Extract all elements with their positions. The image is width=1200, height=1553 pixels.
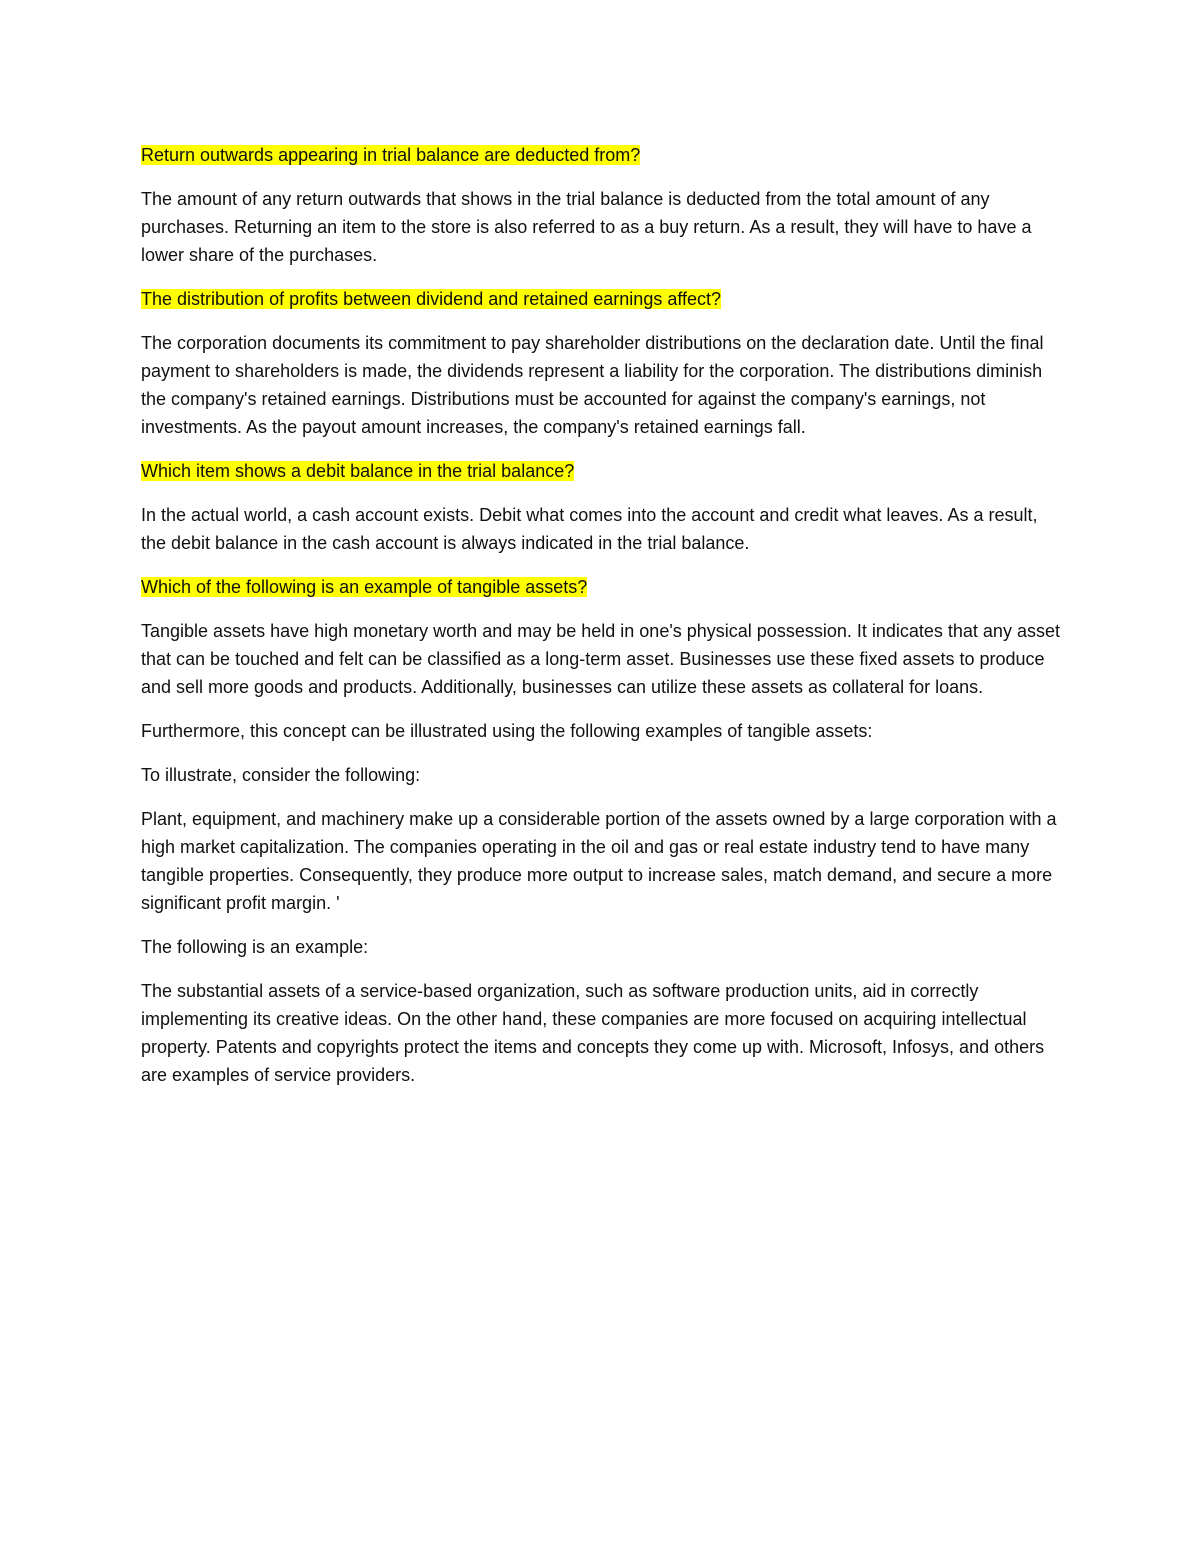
question-heading <box>141 573 1061 601</box>
answer-paragraph: The substantial assets of a service-based organization, such as software production units, aid in correctly implementing its creative ideas. On the other hand, these companies are more focused on acquiring intellectual property. Patents and copyrights protect the items and concepts they come up with. Microsoft, Infosys, and others are examples of service providers. <box>141 981 1045 1085</box>
document-body <box>141 141 1061 1105</box>
answer-paragraph: To illustrate, consider the following: <box>141 765 421 785</box>
answer-paragraph: Tangible assets have high monetary worth and may be held in one's physical possession. It indicates that any asset that can be touched and felt can be classified as a long-term asset. Businesses use these fixed assets to produce and sell more goods and products. Additionally, businesses can utilize these assets as collateral for loans. <box>141 621 1060 697</box>
highlighted-question: The distribution of profits between dividend and retained earnings affect? <box>141 289 722 309</box>
answer-paragraph: The following is an example: <box>141 937 369 957</box>
answer-paragraph: Plant, equipment, and machinery make up a considerable portion of the assets owned by a large corporation with a high market capitalization. The companies operating in the oil and gas or real estate industry tend to have many tangible properties. Consequently, they produce more output to increase sales, match demand, and secure a more significant profit margin. ' <box>141 809 1057 913</box>
question-heading <box>141 457 1061 485</box>
answer-paragraph: The amount of any return outwards that shows in the trial balance is deducted from the total amount of any purchases. Returning an item to the store is also referred to as a buy return. As a result, they will have to have a lower share of the purchases. <box>141 189 1032 265</box>
highlighted-question: Which of the following is an example of tangible assets? <box>141 577 588 597</box>
question-heading <box>141 285 1061 313</box>
answer-paragraph: The corporation documents its commitment to pay shareholder distributions on the declaration date. Until the final payment to shareholders is made, the dividends represent a liability for the corporation. The distributions diminish the company's retained earnings. Distributions must be accounted for against the company's earnings, not investments. As the payout amount increases, the company's retained earnings fall. <box>141 333 1044 437</box>
answer-paragraph: In the actual world, a cash account exists. Debit what comes into the account and credit what leaves. As a result, the debit balance in the cash account is always indicated in the trial balance. <box>141 505 1038 553</box>
question-heading <box>141 141 1061 169</box>
highlighted-question: Return outwards appearing in trial balance are deducted from? <box>141 145 641 165</box>
answer-paragraph: Furthermore, this concept can be illustrated using the following examples of tangible assets: <box>141 721 873 741</box>
highlighted-question: Which item shows a debit balance in the trial balance? <box>141 461 575 481</box>
